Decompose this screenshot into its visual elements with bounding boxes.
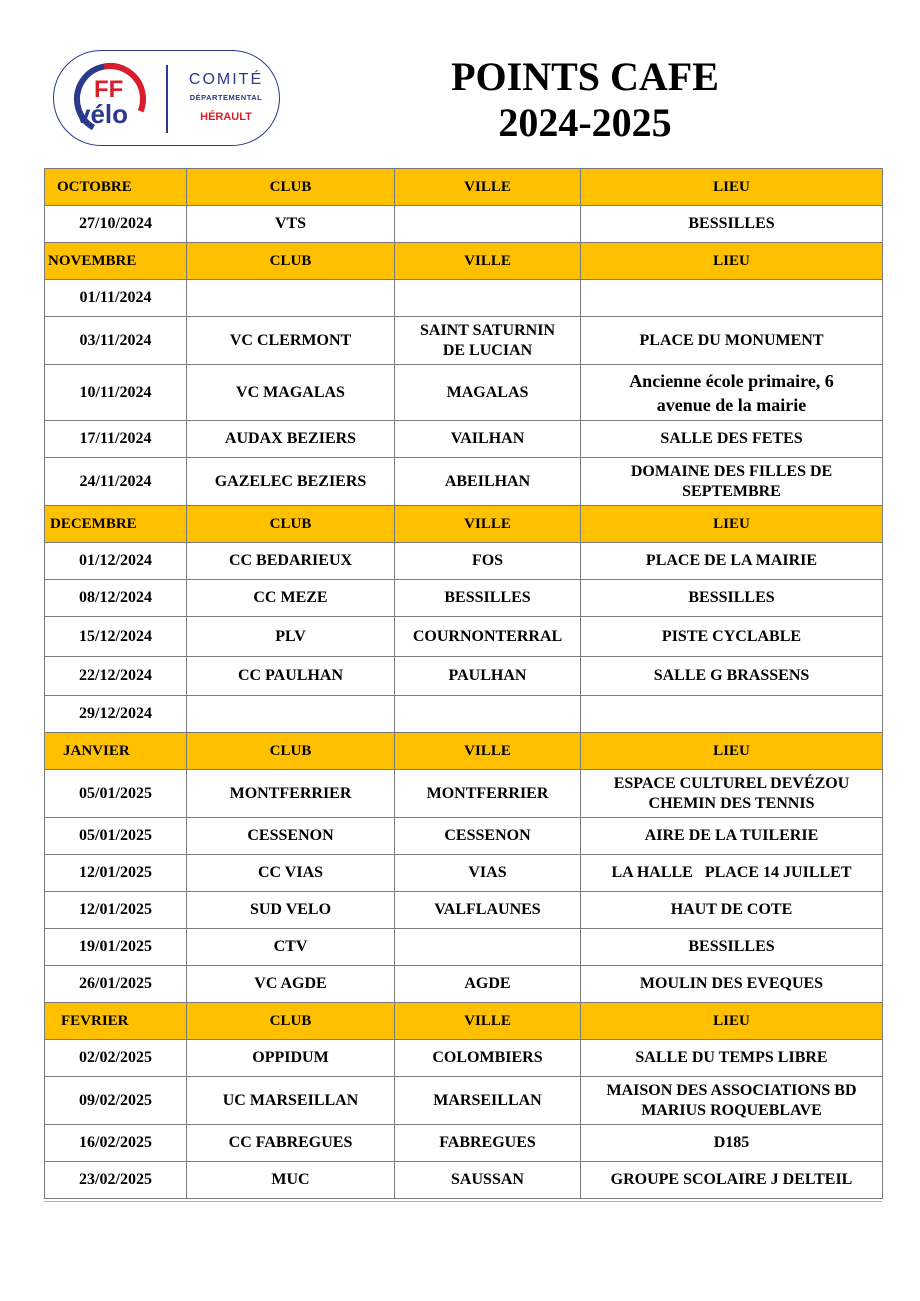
column-header-club: CLUB xyxy=(187,733,395,770)
table-row xyxy=(45,1125,883,1162)
month-name: DECEMBRE xyxy=(45,506,187,543)
table-row xyxy=(45,458,883,506)
row-lieu: GROUPE SCOLAIRE J DELTEIL xyxy=(581,1162,883,1199)
table-row xyxy=(45,657,883,696)
row-date: 01/11/2024 xyxy=(45,280,187,317)
row-club: VC CLERMONT xyxy=(187,317,395,365)
row-club: SUD VELO xyxy=(187,892,395,929)
row-lieu: AIRE DE LA TUILERIE xyxy=(581,818,883,855)
footer-divider xyxy=(44,1201,882,1202)
row-lieu: DOMAINE DES FILLES DE SEPTEMBRE xyxy=(581,458,883,506)
row-date: 17/11/2024 xyxy=(45,421,187,458)
row-ville xyxy=(395,280,581,317)
row-club xyxy=(187,280,395,317)
row-club: MUC xyxy=(187,1162,395,1199)
row-date: 26/01/2025 xyxy=(45,966,187,1003)
row-date: 03/11/2024 xyxy=(45,317,187,365)
schedule-table xyxy=(44,168,883,1199)
row-lieu: SALLE G BRASSENS xyxy=(581,657,883,696)
logo-region-text: HÉRAULT xyxy=(200,111,252,123)
row-date: 27/10/2024 xyxy=(45,206,187,243)
row-club: OPPIDUM xyxy=(187,1040,395,1077)
row-lieu: PISTE CYCLABLE xyxy=(581,617,883,657)
table-row xyxy=(45,1077,883,1125)
column-header-ville: VILLE xyxy=(395,506,581,543)
row-lieu: BESSILLES xyxy=(581,929,883,966)
row-ville: BESSILLES xyxy=(395,580,581,617)
table-row xyxy=(45,421,883,458)
row-ville: SAUSSAN xyxy=(395,1162,581,1199)
row-club: VTS xyxy=(187,206,395,243)
row-lieu xyxy=(581,696,883,733)
row-ville: COURNONTERRAL xyxy=(395,617,581,657)
row-club: VC AGDE xyxy=(187,966,395,1003)
svg-text:vélo: vélo xyxy=(76,99,129,129)
row-date: 08/12/2024 xyxy=(45,580,187,617)
month-name: NOVEMBRE xyxy=(45,243,187,280)
table-row xyxy=(45,543,883,580)
row-lieu: SALLE DES FETES xyxy=(581,421,883,458)
row-ville: MONTFERRIER xyxy=(395,770,581,818)
month-name: FEVRIER xyxy=(45,1003,187,1040)
row-date: 23/02/2025 xyxy=(45,1162,187,1199)
row-ville: PAULHAN xyxy=(395,657,581,696)
row-date: 19/01/2025 xyxy=(45,929,187,966)
row-ville: ABEILHAN xyxy=(395,458,581,506)
logo-departemental-text: DÉPARTEMENTAL xyxy=(189,93,263,102)
column-header-lieu: LIEU xyxy=(581,506,883,543)
row-lieu: MOULIN DES EVEQUES xyxy=(581,966,883,1003)
table-row xyxy=(45,365,883,421)
logo-divider xyxy=(166,65,168,133)
row-date: 16/02/2025 xyxy=(45,1125,187,1162)
month-header-row xyxy=(45,169,883,206)
table-row xyxy=(45,892,883,929)
row-ville: MARSEILLAN xyxy=(395,1077,581,1125)
row-club: PLV xyxy=(187,617,395,657)
ffvelo-herault-logo xyxy=(53,50,280,146)
column-header-ville: VILLE xyxy=(395,733,581,770)
table-row xyxy=(45,855,883,892)
month-header-row xyxy=(45,1003,883,1040)
column-header-club: CLUB xyxy=(187,1003,395,1040)
column-header-lieu: LIEU xyxy=(581,243,883,280)
column-header-ville: VILLE xyxy=(395,243,581,280)
row-club: VC MAGALAS xyxy=(187,365,395,421)
row-club: CC FABREGUES xyxy=(187,1125,395,1162)
row-club: CC VIAS xyxy=(187,855,395,892)
month-header-row xyxy=(45,733,883,770)
row-ville: FABREGUES xyxy=(395,1125,581,1162)
table-row xyxy=(45,317,883,365)
month-name: OCTOBRE xyxy=(45,169,187,206)
row-club: CC BEDARIEUX xyxy=(187,543,395,580)
page-title xyxy=(400,54,770,146)
row-date: 15/12/2024 xyxy=(45,617,187,657)
row-lieu: BESSILLES xyxy=(581,580,883,617)
row-ville: SAINT SATURNIN DE LUCIAN xyxy=(395,317,581,365)
table-row xyxy=(45,580,883,617)
row-date: 01/12/2024 xyxy=(45,543,187,580)
row-club: GAZELEC BEZIERS xyxy=(187,458,395,506)
row-lieu: MAISON DES ASSOCIATIONS BD MARIUS ROQUEBLAVE xyxy=(581,1077,883,1125)
table-row xyxy=(45,1162,883,1199)
row-lieu: SALLE DU TEMPS LIBRE xyxy=(581,1040,883,1077)
title-line-1: POINTS CAFE xyxy=(451,54,719,99)
row-lieu: PLACE DU MONUMENT xyxy=(581,317,883,365)
row-ville xyxy=(395,206,581,243)
table-row xyxy=(45,770,883,818)
title-line-2: 2024-2025 xyxy=(498,100,672,145)
row-lieu: LA HALLE PLACE 14 JUILLET xyxy=(581,855,883,892)
svg-text:FF: FF xyxy=(94,76,124,103)
table-row xyxy=(45,696,883,733)
column-header-club: CLUB xyxy=(187,506,395,543)
row-date: 22/12/2024 xyxy=(45,657,187,696)
column-header-lieu: LIEU xyxy=(581,733,883,770)
row-club: UC MARSEILLAN xyxy=(187,1077,395,1125)
table-row xyxy=(45,280,883,317)
month-header-row xyxy=(45,506,883,543)
row-date: 02/02/2025 xyxy=(45,1040,187,1077)
column-header-lieu: LIEU xyxy=(581,1003,883,1040)
row-club: CESSENON xyxy=(187,818,395,855)
row-date: 12/01/2025 xyxy=(45,855,187,892)
row-lieu: D185 xyxy=(581,1125,883,1162)
table-row xyxy=(45,929,883,966)
table-row xyxy=(45,1040,883,1077)
table-row xyxy=(45,818,883,855)
row-club: AUDAX BEZIERS xyxy=(187,421,395,458)
row-ville: VAILHAN xyxy=(395,421,581,458)
row-ville: MAGALAS xyxy=(395,365,581,421)
column-header-club: CLUB xyxy=(187,169,395,206)
row-lieu: HAUT DE COTE xyxy=(581,892,883,929)
logo-comite-text: COMITÉ xyxy=(188,71,264,88)
row-lieu xyxy=(581,280,883,317)
row-club: CC MEZE xyxy=(187,580,395,617)
month-header-row xyxy=(45,243,883,280)
row-date: 05/01/2025 xyxy=(45,818,187,855)
row-lieu: PLACE DE LA MAIRIE xyxy=(581,543,883,580)
row-ville: COLOMBIERS xyxy=(395,1040,581,1077)
row-date: 10/11/2024 xyxy=(45,365,187,421)
row-lieu: ESPACE CULTUREL DEVÉZOU CHEMIN DES TENNIS xyxy=(581,770,883,818)
row-club: CC PAULHAN xyxy=(187,657,395,696)
row-ville xyxy=(395,929,581,966)
table-row xyxy=(45,206,883,243)
row-lieu: BESSILLES xyxy=(581,206,883,243)
row-date: 24/11/2024 xyxy=(45,458,187,506)
row-lieu: Ancienne école primaire, 6 avenue de la mairie xyxy=(581,365,883,421)
row-ville: FOS xyxy=(395,543,581,580)
table-row xyxy=(45,966,883,1003)
row-club: MONTFERRIER xyxy=(187,770,395,818)
row-club: CTV xyxy=(187,929,395,966)
column-header-lieu: LIEU xyxy=(581,169,883,206)
row-ville: VIAS xyxy=(395,855,581,892)
column-header-ville: VILLE xyxy=(395,169,581,206)
row-ville xyxy=(395,696,581,733)
table-row xyxy=(45,617,883,657)
row-date: 12/01/2025 xyxy=(45,892,187,929)
row-date: 05/01/2025 xyxy=(45,770,187,818)
row-date: 09/02/2025 xyxy=(45,1077,187,1125)
row-ville: CESSENON xyxy=(395,818,581,855)
row-ville: VALFLAUNES xyxy=(395,892,581,929)
row-ville: AGDE xyxy=(395,966,581,1003)
column-header-ville: VILLE xyxy=(395,1003,581,1040)
ffvelo-logo-icon xyxy=(70,61,156,137)
month-name: JANVIER xyxy=(45,733,187,770)
row-date: 29/12/2024 xyxy=(45,696,187,733)
column-header-club: CLUB xyxy=(187,243,395,280)
row-club xyxy=(187,696,395,733)
